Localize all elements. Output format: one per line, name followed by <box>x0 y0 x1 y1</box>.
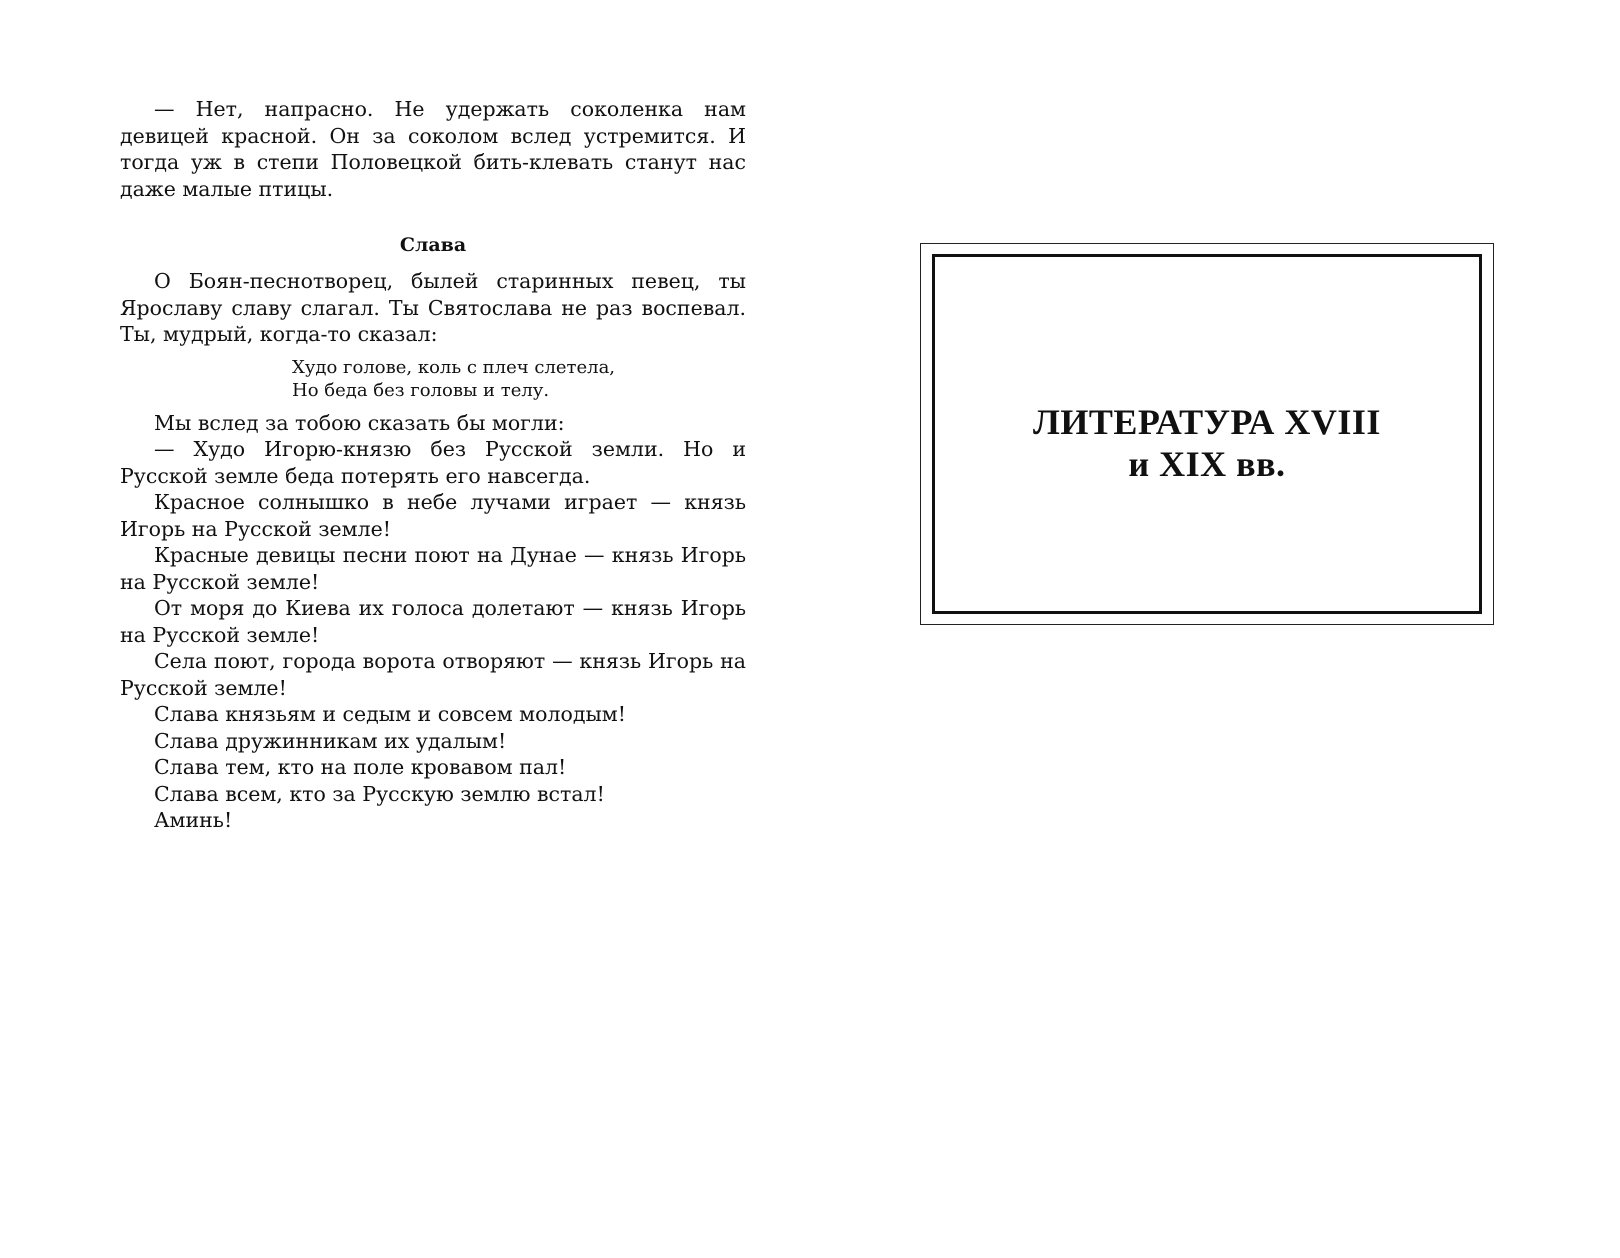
quote-line-1: Худо голове, коль с плеч слетела, <box>292 356 616 378</box>
intro-paragraph: О Боян-песнотворец, былей старинных певец, ты Ярославу славу слагал. Ты Святослава не раз воспевал. Ты, мудрый, когда-то сказал: <box>120 269 746 346</box>
paragraph: Слава дружинникам их удалым! <box>154 728 507 753</box>
paragraph: Аминь! <box>154 808 233 832</box>
section-title-line-1: ЛИТЕРАТУРА XVIII <box>1033 402 1381 442</box>
paragraph: Слава тем, кто на поле кровавом пал! <box>154 755 567 779</box>
section-heading: Слава <box>399 234 467 256</box>
paragraph: От моря до Киева их голоса долетают — князь Игорь на Русской земле! <box>120 596 746 647</box>
paragraph: Слава князьям и седым и совсем молодым! <box>154 702 626 726</box>
section-title-frame <box>920 243 1494 625</box>
opening-paragraph: — Нет, напрасно. Не удержать соколенка нам девицей красной. Он за соколом вслед устремится. И тогда уж в степи Половецкой бить-клевать станут нас даже малые птицы. <box>120 97 746 201</box>
paragraph: Красное солнышко в небе лучами играет — князь Игорь на Русской земле! <box>120 490 746 541</box>
paragraph: Красные девицы песни поют на Дунае — князь Игорь на Русской земле! <box>120 543 746 594</box>
section-title-inner-frame <box>932 254 1482 614</box>
section-title-line-2: и XIX вв. <box>1128 444 1286 484</box>
paragraph: Мы вслед за тобою сказать бы могли: <box>154 410 565 435</box>
paragraph: — Худо Игорю-князю без Русской земли. Но и Русской земле беда потерять его навсегда. <box>120 437 746 488</box>
paragraph: Села поют, города ворота отворяют — князь Игорь на Русской земле! <box>120 649 746 700</box>
quote-line-2: Но беда без головы и телу. <box>292 379 550 401</box>
paragraph: Слава всем, кто за Русскую землю встал! <box>154 781 605 806</box>
section-title <box>935 401 1479 485</box>
poem-quote <box>292 356 746 402</box>
left-page <box>120 96 746 834</box>
